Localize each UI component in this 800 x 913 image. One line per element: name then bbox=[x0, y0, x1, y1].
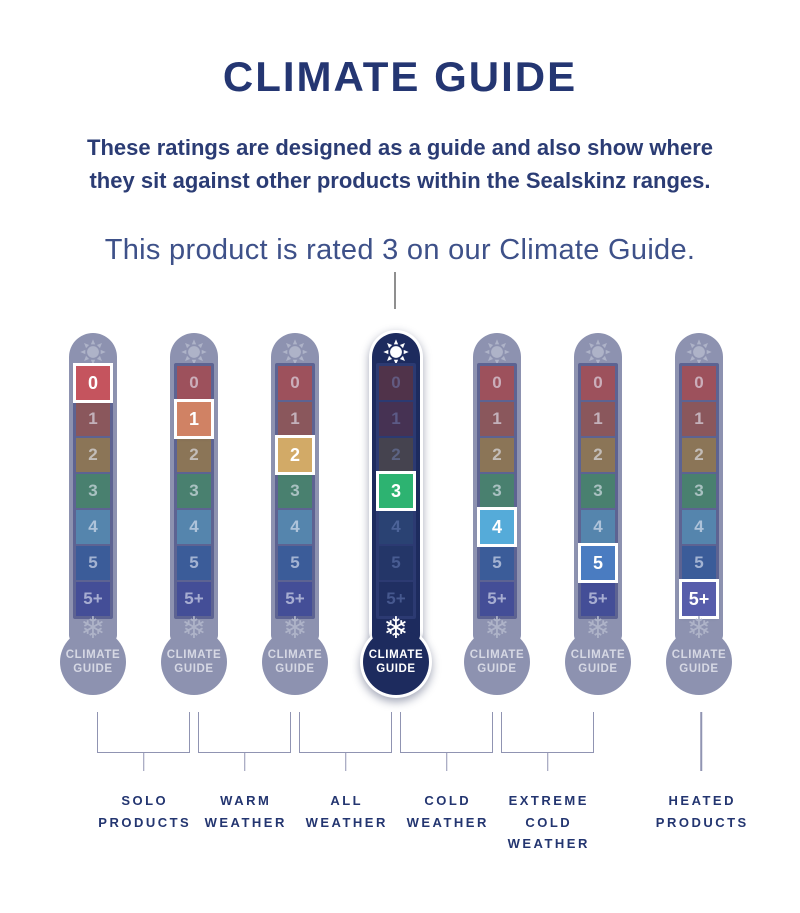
category-label-line: WEATHER bbox=[406, 814, 489, 830]
bulb-label-line: GUIDE bbox=[73, 662, 113, 675]
snowflake-icon: ❄ bbox=[585, 612, 611, 645]
rating-cell: 5+ bbox=[379, 582, 413, 616]
bulb-label-line: GUIDE bbox=[477, 662, 517, 675]
subtitle bbox=[0, 131, 800, 197]
rating-cell: 5+ bbox=[76, 582, 110, 616]
bulb-label-line: CLIMATE bbox=[469, 649, 525, 661]
rating-scale bbox=[376, 363, 416, 619]
rating-cell: 3 bbox=[76, 474, 110, 508]
rating-cell: 2 bbox=[682, 438, 716, 472]
category-label-line: WEATHER bbox=[305, 814, 388, 830]
subtitle-line-2: they sit against other products within the Sealskinz ranges. bbox=[89, 168, 711, 193]
category-label-solo-products bbox=[96, 790, 191, 833]
rating-cell: 1 bbox=[278, 402, 312, 436]
rating-cell: 5+ bbox=[480, 582, 514, 616]
rating-cell: 5 bbox=[379, 546, 413, 580]
rating-cell: 2 bbox=[480, 438, 514, 472]
rating-cell-active: 3 bbox=[379, 474, 413, 508]
category-bracket-all-weather bbox=[299, 712, 392, 753]
category-label-line: SOLO bbox=[121, 793, 169, 808]
rating-cell: 3 bbox=[480, 474, 514, 508]
thermometer-rating-2 bbox=[245, 333, 346, 705]
rating-cell: 0 bbox=[379, 366, 413, 400]
rating-cell-active: 0 bbox=[76, 366, 110, 400]
rating-scale bbox=[578, 363, 618, 619]
bulb-label-line: CLIMATE bbox=[368, 649, 424, 661]
rating-cell-active: 5+ bbox=[682, 582, 716, 616]
thermometer-rating-4 bbox=[447, 333, 548, 705]
category-label-all-weather bbox=[303, 790, 388, 833]
bulb-label-line: GUIDE bbox=[376, 662, 416, 675]
category-label-line: WEATHER bbox=[204, 814, 287, 830]
rating-cell: 4 bbox=[581, 510, 615, 544]
thermometer-rating-5plus bbox=[649, 333, 750, 705]
category-bracket-warm-weather bbox=[198, 712, 291, 753]
category-label-line: PRODUCTS bbox=[655, 814, 749, 830]
rating-cell: 1 bbox=[379, 402, 413, 436]
bulb-label-line: CLIMATE bbox=[570, 649, 626, 661]
bulb-label bbox=[58, 649, 128, 676]
snowflake-icon: ❄ bbox=[181, 612, 207, 645]
bulb-label-line: CLIMATE bbox=[267, 649, 323, 661]
rating-cell: 1 bbox=[76, 402, 110, 436]
rating-cell: 2 bbox=[76, 438, 110, 472]
category-bracket-stem-all-weather bbox=[345, 753, 347, 771]
rating-cell: 0 bbox=[480, 366, 514, 400]
subtitle-line-1: These ratings are designed as a guide and also show where bbox=[87, 135, 713, 160]
rating-cell: 3 bbox=[177, 474, 211, 508]
rating-cell: 1 bbox=[480, 402, 514, 436]
rating-cell: 4 bbox=[177, 510, 211, 544]
snowflake-icon: ❄ bbox=[484, 612, 510, 645]
bulb-label bbox=[462, 649, 532, 676]
category-label-line: ALL bbox=[330, 793, 364, 808]
rating-cell: 2 bbox=[177, 438, 211, 472]
rating-cell: 5+ bbox=[581, 582, 615, 616]
rating-cell: 5 bbox=[76, 546, 110, 580]
category-bracket-extreme-cold-weather bbox=[501, 712, 594, 753]
category-line-heated-products bbox=[700, 712, 702, 771]
thermometer-rating-0 bbox=[43, 333, 144, 705]
rating-cell: 0 bbox=[278, 366, 312, 400]
rating-scale bbox=[477, 363, 517, 619]
rating-cell: 3 bbox=[682, 474, 716, 508]
rating-cell: 3 bbox=[581, 474, 615, 508]
rating-cell: 5 bbox=[177, 546, 211, 580]
bulb-label bbox=[664, 649, 734, 676]
category-bracket-stem-extreme-cold-weather bbox=[547, 753, 549, 771]
rating-cell: 4 bbox=[76, 510, 110, 544]
page-title: CLIMATE GUIDE bbox=[222, 53, 578, 100]
rating-scale bbox=[679, 363, 719, 619]
rating-cell: 1 bbox=[682, 402, 716, 436]
category-label-heated-products bbox=[653, 790, 748, 833]
rating-pointer-line bbox=[394, 272, 396, 309]
rating-scale bbox=[275, 363, 315, 619]
rating-cell: 5 bbox=[480, 546, 514, 580]
rating-cell-active: 5 bbox=[581, 546, 615, 580]
rating-cell: 0 bbox=[581, 366, 615, 400]
category-bracket-solo-products bbox=[97, 712, 190, 753]
bulb-label-line: CLIMATE bbox=[671, 649, 727, 661]
bulb-label bbox=[260, 649, 330, 676]
bulb-label-line: GUIDE bbox=[679, 662, 719, 675]
thermometer-rating-3 bbox=[346, 333, 447, 705]
thermometer-rating-5 bbox=[548, 333, 649, 705]
rating-cell-active: 2 bbox=[278, 438, 312, 472]
category-label-line: COLD bbox=[525, 814, 573, 830]
category-bracket-stem-warm-weather bbox=[244, 753, 246, 771]
rating-cell: 4 bbox=[682, 510, 716, 544]
bulb-label-line: CLIMATE bbox=[65, 649, 121, 661]
category-label-cold-weather bbox=[404, 790, 489, 833]
category-label-line: PRODUCTS bbox=[98, 814, 192, 830]
rating-cell: 1 bbox=[581, 402, 615, 436]
snowflake-icon: ❄ bbox=[686, 612, 712, 645]
rating-cell: 5 bbox=[682, 546, 716, 580]
rating-cell: 0 bbox=[177, 366, 211, 400]
category-label-line: WEATHER bbox=[507, 836, 590, 851]
category-bracket-stem-solo-products bbox=[143, 753, 145, 771]
rating-cell: 2 bbox=[379, 438, 413, 472]
category-label-extreme-cold-weather bbox=[505, 790, 590, 855]
product-rating-note: This product is rated 3 on our Climate Guide. bbox=[104, 234, 696, 266]
rating-cell-active: 1 bbox=[177, 402, 211, 436]
bulb-label-line: GUIDE bbox=[275, 662, 315, 675]
rating-cell: 4 bbox=[278, 510, 312, 544]
rating-cell-active: 4 bbox=[480, 510, 514, 544]
rating-scale bbox=[174, 363, 214, 619]
bulb-label-line: GUIDE bbox=[174, 662, 214, 675]
category-bracket-stem-cold-weather bbox=[446, 753, 448, 771]
snowflake-icon: ❄ bbox=[383, 612, 409, 645]
rating-cell: 5+ bbox=[278, 582, 312, 616]
category-label-line: WARM bbox=[220, 793, 272, 808]
bulb-label bbox=[361, 649, 431, 676]
category-bracket-cold-weather bbox=[400, 712, 493, 753]
rating-scale bbox=[73, 363, 113, 619]
snowflake-icon: ❄ bbox=[282, 612, 308, 645]
rating-cell: 0 bbox=[682, 366, 716, 400]
rating-cell: 3 bbox=[278, 474, 312, 508]
category-label-line: HEATED bbox=[668, 793, 736, 808]
bulb-label bbox=[563, 649, 633, 676]
rating-cell: 5+ bbox=[177, 582, 211, 616]
category-label-line: COLD bbox=[424, 793, 472, 808]
category-label-warm-weather bbox=[202, 790, 287, 833]
bulb-label bbox=[159, 649, 229, 676]
rating-cell: 5 bbox=[278, 546, 312, 580]
thermometer-rating-1 bbox=[144, 333, 245, 705]
bulb-label-line: CLIMATE bbox=[166, 649, 222, 661]
bulb-label-line: GUIDE bbox=[578, 662, 618, 675]
snowflake-icon: ❄ bbox=[80, 612, 106, 645]
rating-cell: 2 bbox=[581, 438, 615, 472]
rating-cell: 4 bbox=[379, 510, 413, 544]
category-label-line: EXTREME bbox=[508, 793, 589, 808]
